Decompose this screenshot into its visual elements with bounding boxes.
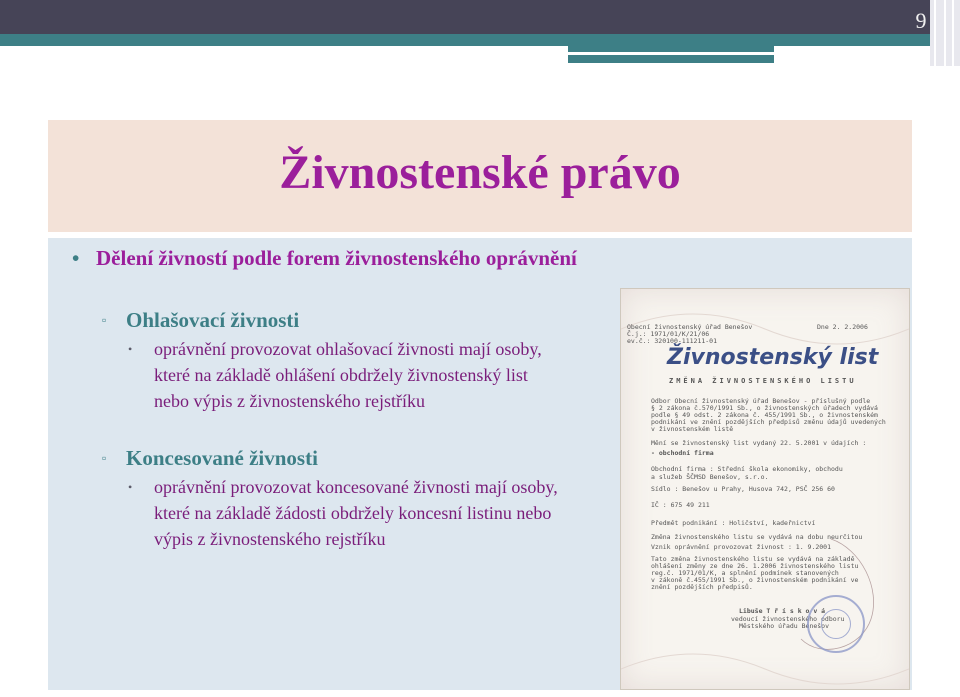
header-corner-line — [952, 0, 954, 66]
paragraph-line: které na základě žádosti obdržely koncesní listinu nebo — [154, 503, 552, 523]
document-body-line: Mění se živnostenský list vydaný 22. 5.2001 v údajích : — [651, 439, 867, 447]
header-corner-line — [934, 0, 936, 66]
document-ref: Č.j.: 1971/01/K/21/06 — [627, 330, 710, 338]
document-body-line: IČ : 675 49 211 — [651, 501, 710, 509]
document-body-line: Tato změna živnostenského listu se vydává na základě — [651, 555, 855, 563]
document-body-line: v zákoně č.455/1991 Sb., o živnostenském podnikání ve — [651, 576, 859, 584]
header-corner-line — [944, 0, 946, 66]
document-body-line: znění pozdějších předpisů. — [651, 583, 753, 591]
header-divider-line — [568, 52, 888, 55]
slide-title: Živnostenské právo — [279, 146, 681, 199]
paragraph-line: oprávnění provozovat koncesované živnosti mají osoby, — [154, 477, 558, 497]
official-stamp-icon — [807, 595, 865, 653]
bullet-icon: • — [128, 480, 133, 494]
document-body-line: ohlášení změny ze dne 26. 1.2006 živnostenského listu — [651, 562, 859, 570]
document-body-line: Obchodní firma : Střední škola ekonomiky, obchodu — [651, 465, 843, 473]
document-body-line: reg.č. 1971/01/K, a splnění podmínek stanovených — [651, 569, 839, 577]
slide-number: 9 — [915, 8, 927, 33]
level1-text: Dělení živností podle forem živnostenského oprávnění — [96, 246, 577, 270]
document-body-line: podnikání ve znění pozdějších předpisů změnu údajů uvedených — [651, 418, 886, 426]
document-body-line: § 2 zákona č.570/1991 Sb., o živnostenských úřadech vydává — [651, 404, 878, 412]
document-body-line: v živnostenském listě — [651, 425, 734, 433]
square-bullet-icon: ▫ — [102, 451, 107, 465]
document-body-line: Předmět podnikání : Holičství, kadeřnictví — [651, 519, 816, 527]
document-body-line: a služeb ŠČMSD Benešov, s.r.o. — [651, 473, 769, 481]
document-signature-role: Městského úřadu Benešov — [739, 622, 830, 630]
paragraph-line: které na základě ohlášení obdržely živnostenský list — [154, 365, 528, 385]
document-body-line: Odbor Obecní živnostenský úřad Benešov - příslušný podle — [651, 397, 871, 405]
trade-license-document-image — [620, 288, 910, 690]
square-bullet-icon: ▫ — [102, 313, 107, 327]
paragraph-line: výpis z živnostenského rejstříku — [154, 529, 386, 549]
document-date: Dne 2. 2.2006 — [817, 323, 868, 331]
document-ref: ev.č.: 320100-111211-01 — [627, 337, 718, 345]
document-signature-name: Libuše T ř í s k o v á — [739, 607, 826, 615]
paragraph-line: oprávnění provozovat ohlašovací živnosti mají osoby, — [154, 339, 542, 359]
bullet-icon: • — [72, 246, 80, 270]
document-header: Obecní živnostenský úřad Benešov — [627, 323, 753, 331]
document-title: Živnostenský list — [667, 345, 879, 370]
bullet-icon: • — [128, 342, 133, 356]
section-heading — [102, 308, 299, 333]
section-heading-text: Ohlašovací živnosti — [126, 308, 300, 332]
header-bar-teal — [0, 34, 960, 46]
level1-bullet-item — [72, 246, 577, 271]
section-paragraph — [128, 474, 558, 552]
paragraph-line: nebo výpis z živnostenského rejstříku — [154, 391, 425, 411]
document-subtitle: ZMĚNA ŽIVNOSTENSKÉHO LISTU — [669, 377, 857, 385]
section-heading — [102, 446, 318, 471]
document-body-line: Sídlo : Benešov u Prahy, Husova 742, PSČ 256 60 — [651, 485, 835, 493]
document-signature-role: vedoucí živnostenského odboru — [731, 615, 845, 623]
header-bar-dark — [0, 0, 960, 34]
document-body-line: Změna živnostenského listu se vydává na dobu neurčitou — [651, 533, 863, 541]
section-paragraph — [128, 336, 542, 414]
section-heading-text: Koncesované živnosti — [126, 446, 318, 470]
document-body-line: Vznik oprávnění provozovat živnost : 1. 9.2001 — [651, 543, 832, 551]
document-body-line: podle § 49 odst. 2 zákona č. 455/1991 Sb., o živnostenském — [651, 411, 878, 419]
document-body-line: - obchodní firma — [651, 449, 714, 457]
